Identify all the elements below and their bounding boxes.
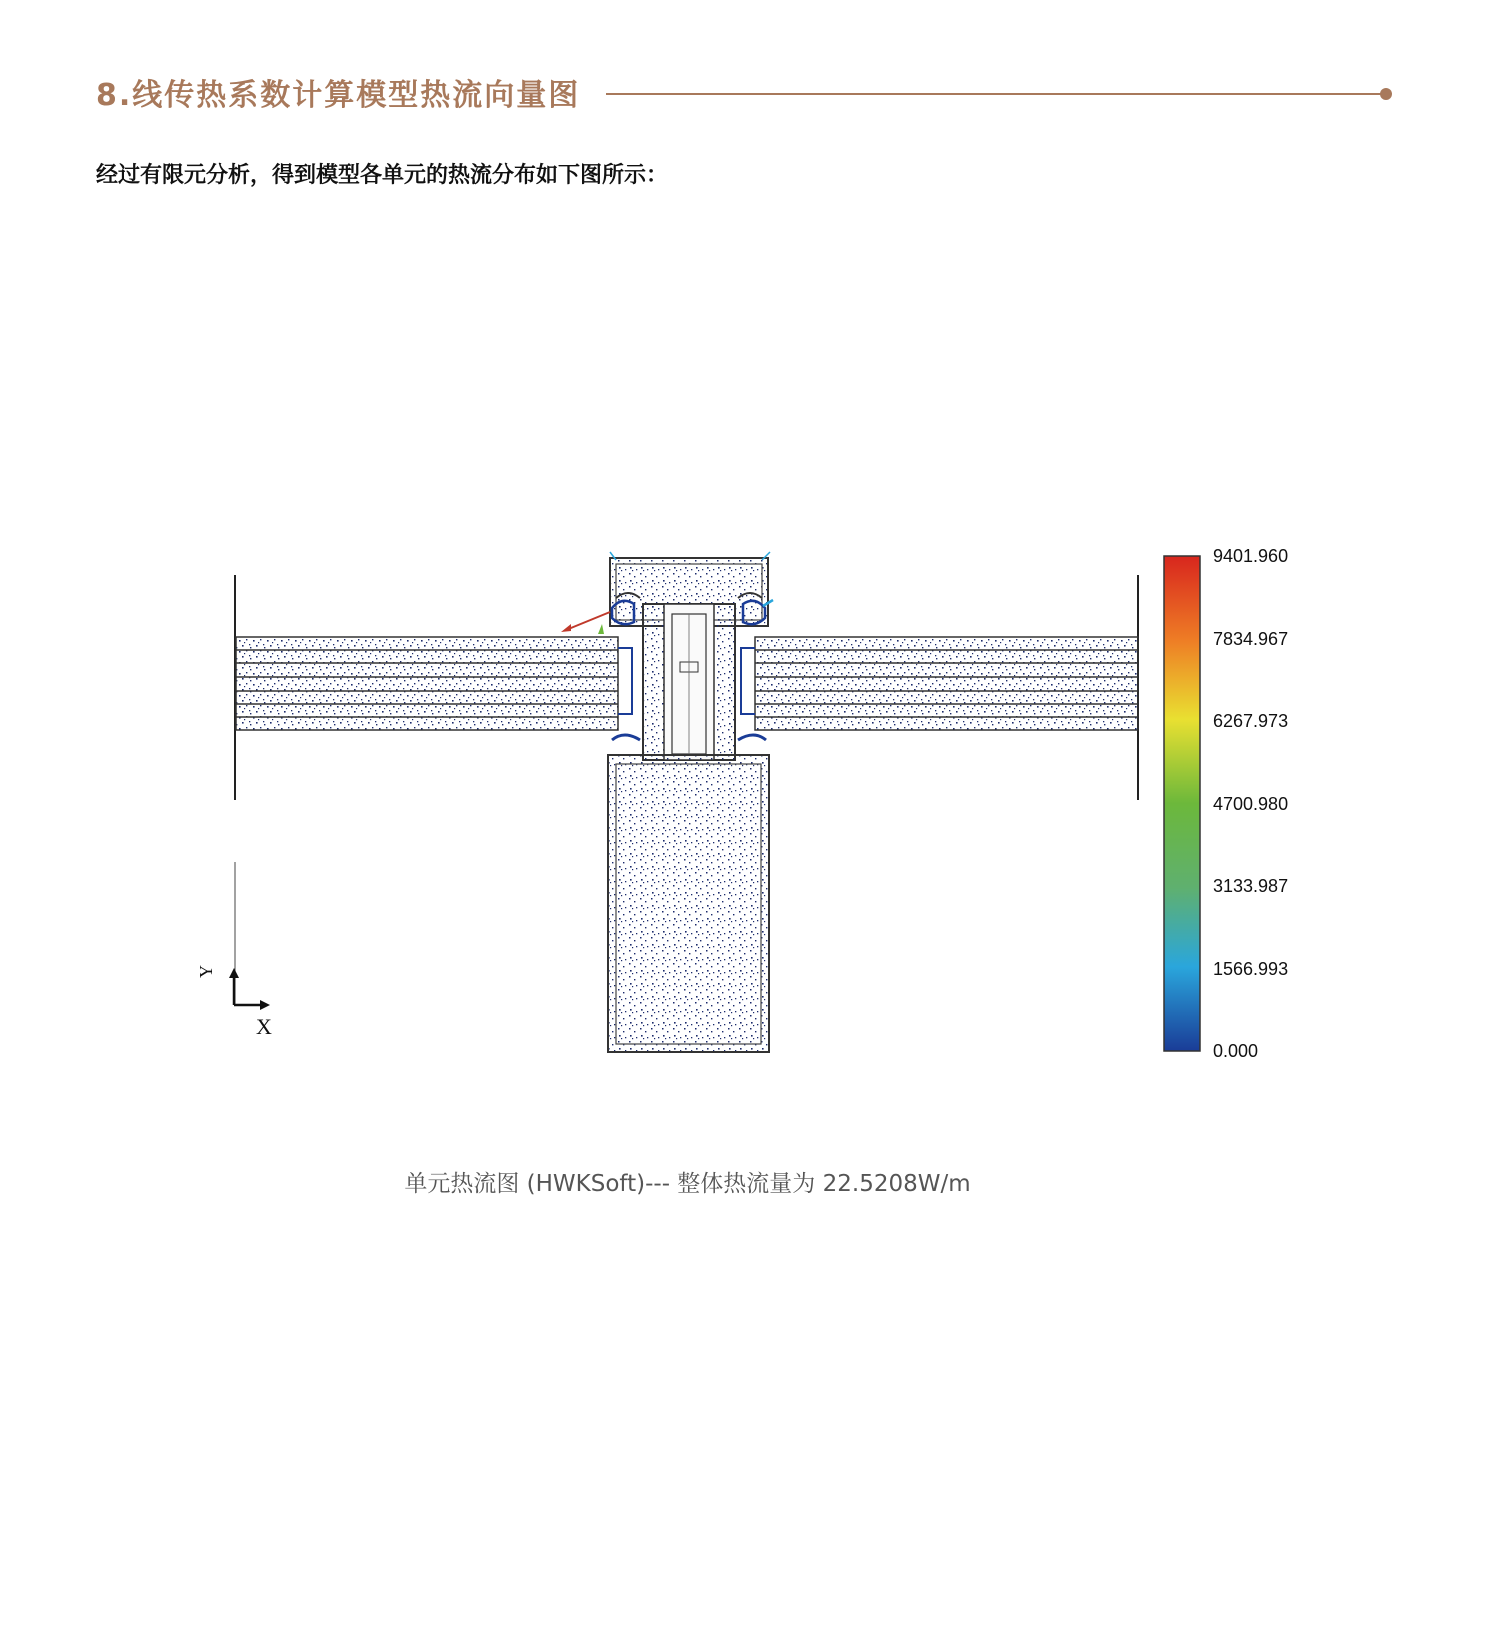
figure-caption: 单元热流图 (HWKSoft)--- 整体热流量为 22.5208W/m — [404, 1171, 971, 1197]
section-title: 8.线传热系数计算模型热流向量图 — [96, 78, 581, 113]
axis-x-label: X — [256, 1014, 272, 1039]
scale-label: 7834.967 — [1213, 628, 1289, 649]
axis-y-label: Y — [196, 965, 216, 978]
scale-label: 1566.993 — [1213, 958, 1289, 979]
heat-flux-vector-arrow — [561, 612, 610, 634]
color-scale-bar — [1164, 556, 1200, 1051]
mullion-box-section — [608, 755, 769, 1052]
scale-label: 3133.987 — [1213, 876, 1289, 896]
scale-label: 6267.973 — [1213, 711, 1289, 731]
intro-text: 经过有限元分析，得到模型各单元的热流分布如下图所示： — [96, 163, 669, 188]
mullion-core-profile — [643, 604, 735, 760]
scale-label: 9401.960 — [1213, 546, 1289, 566]
coordinate-axes — [229, 862, 270, 1010]
scale-label: 0.000 — [1213, 1041, 1259, 1061]
right-glass-panel — [755, 637, 1138, 730]
scale-label: 4700.980 — [1213, 793, 1289, 814]
left-glass-panel — [236, 637, 618, 730]
